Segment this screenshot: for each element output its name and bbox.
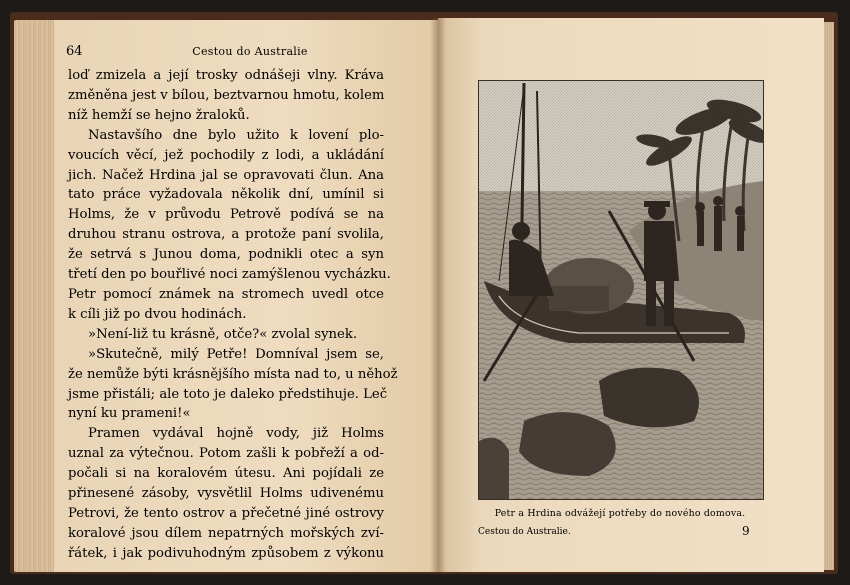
body-text [68, 66, 398, 564]
text-line: Holms, že v průvodu Petrově podívá se na [68, 207, 384, 223]
page-number: 64 [66, 44, 83, 59]
text-line: třetí den po bouřlivé noci zamýšlenou vycházku. [68, 267, 391, 283]
page-edges-left [14, 20, 56, 572]
text-line: loď zmizela a její trosky odnášeji vlny. Kráva [68, 68, 384, 83]
running-head: Cestou do Australie [192, 45, 308, 58]
text-line: Pramen vydával hojně vody, již Holms [88, 426, 384, 442]
text-line: »Skutečně, milý Petře! Domníval jsem se, [88, 346, 384, 362]
page-edges-right [824, 22, 834, 570]
text-line: druhou stranu ostrova, a protože paní svolila, [68, 227, 384, 243]
engraving-illustration [478, 80, 764, 500]
printer-signature: Cestou do Australie. [478, 527, 571, 537]
text-line: nyní ku prameni!« [68, 406, 191, 422]
signature-number: 9 [742, 524, 750, 538]
text-line: jich. Načež Hrdina jal se opravovati člun. Ana [68, 167, 384, 183]
text-line: Nastavšího dne bylo užito k lovení plo- [88, 127, 384, 143]
text-line: »Není-liž tu krásně, otče?« zvolal synek. [88, 326, 358, 342]
text-line: Petrovi, že tento ostrov a přečetné jiné ostrovy [68, 505, 384, 521]
text-line: že setrvá s Junou doma, podnikli otec a syn [68, 247, 384, 263]
text-line: koralové jsou dílem nepatrných mořských zví- [68, 525, 384, 541]
text-line: tato práce vyžadovala několik dní, umínil si [68, 187, 384, 203]
text-line: změněna jest v bílou, beztvarnou hmotu, kolem [68, 87, 385, 103]
text-line: že nemůže býti krásnějšího místa nad to, u něhož [68, 366, 398, 382]
book-gutter [430, 18, 446, 572]
illustration-caption: Petr a Hrdina odvážejí potřeby do nového domova. [494, 508, 746, 519]
text-line: přinesené zásoby, vysvětlil Holms udivenému [68, 486, 384, 502]
text-line: řátek, i jak podivuhodným způsobem z výkonu [68, 545, 384, 561]
text-line: jsme přistáli; ale toto je daleko předstihuje. Leč [68, 386, 388, 402]
text-line: uznal za výtečnou. Potom zašli k pobřeží a od- [68, 446, 384, 462]
text-line: voucích věcí, jež pochodily z lodi, a ukládání [68, 147, 384, 163]
text-line: Petr pomocí známek na stromech uvedl otce [68, 286, 384, 302]
text-line: níž hemží se hejno žraloků. [68, 107, 250, 123]
text-line: k cíli již po dvou hodinách. [68, 306, 247, 322]
text-line: počali si na koralovém útesu. Ani pojídali ze [68, 466, 384, 482]
